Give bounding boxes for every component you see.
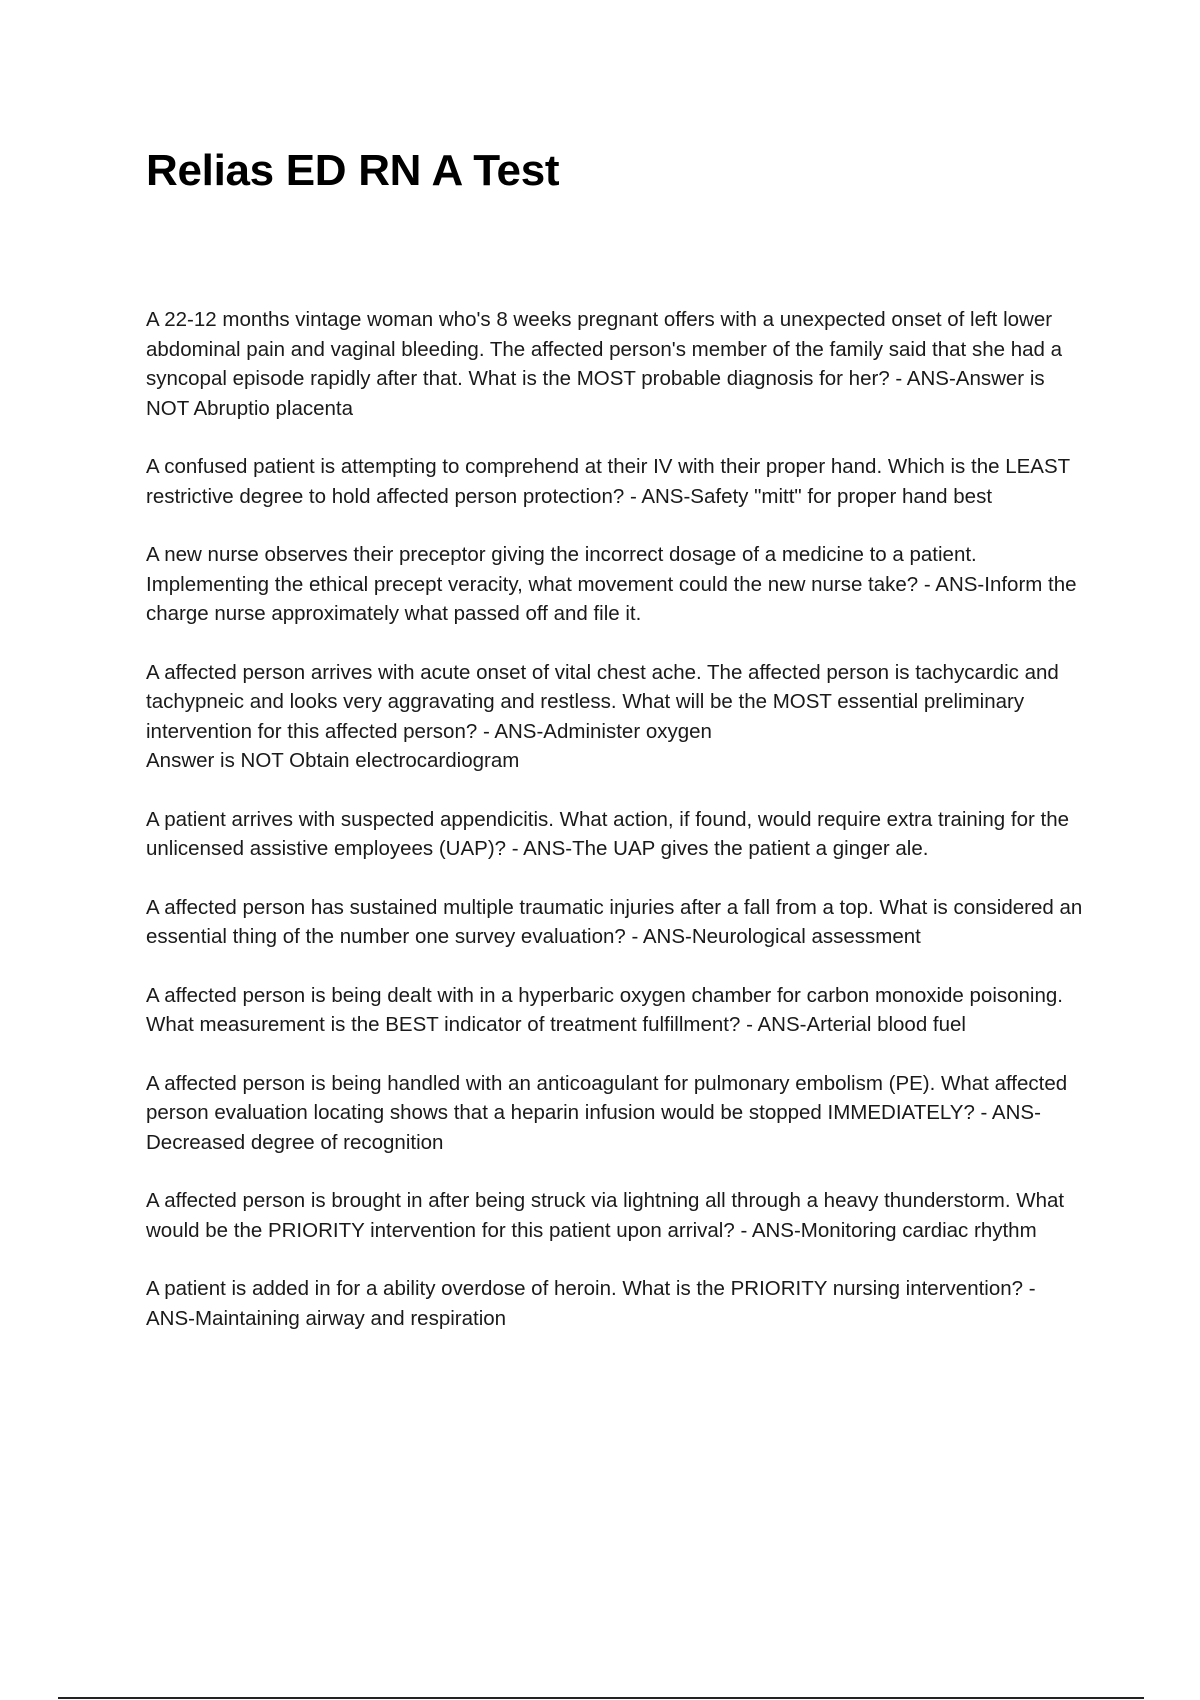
qa-item: A affected person is brought in after being struck via lightning all through a heavy thunderstorm. What would be the PRIORITY intervention for this patient upon arrival? - ANS-Monitoring cardiac rhythm [146,1189,1065,1242]
page-title: Relias ED RN A Test [146,146,560,195]
qa-item: A affected person has sustained multiple traumatic injuries after a fall from a top. What is considered an essential thing of the number one survey evaluation? - ANS-Neurological assessment [146,895,1083,948]
qa-item: A new nurse observes their preceptor giving the incorrect dosage of a medicine to a patient. Implementing the ethical precept veracity, what movement could the new nurse take? - ANS-Inform the charge nurse approximately what passed off and file it. [146,543,1077,625]
qa-item: A affected person is being dealt with in a hyperbaric oxygen chamber for carbon monoxide poisoning. What measurement is the BEST indicator of treatment fulfillment? - ANS-Arterial blood fuel [146,983,1063,1036]
qa-item: A confused patient is attempting to comprehend at their IV with their proper hand. Which is the LEAST restrictive degree to hold affected person protection? - ANS-Safety "mitt" for proper hand best [146,455,1070,508]
footer-divider [58,1697,1144,1699]
question-answer-list [146,305,1086,1362]
qa-item: A affected person is being handled with an anticoagulant for pulmonary embolism (PE). What affected person evaluation locating shows that a heparin infusion would be stopped IMMEDIATELY? - ANS-Decreased degree of recognition [146,1071,1068,1154]
qa-item: A affected person arrives with acute onset of vital chest ache. The affected person is tachycardic and tachypneic and looks very aggravating and restless. What will be the MOST essential preliminary intervention for this affected person? - ANS-Administer oxygen Answer is NOT Obtain electrocardiogram [146,660,1059,772]
qa-item: A patient arrives with suspected appendicitis. What action, if found, would require extra training for the unlicensed assistive employees (UAP)? - ANS-The UAP gives the patient a ginger ale. [146,807,1070,860]
qa-item: A patient is added in for a ability overdose of heroin. What is the PRIORITY nursing intervention? - ANS-Maintaining airway and respiration [146,1277,1036,1330]
qa-item: A 22-12 months vintage woman who's 8 weeks pregnant offers with a unexpected onset of left lower abdominal pain and vaginal bleeding. The affected person's member of the family said that she had a syncopal episode rapidly after that. What is the MOST probable diagnosis for her? - ANS-Answer is NOT Abruptio placenta [146,308,1062,420]
